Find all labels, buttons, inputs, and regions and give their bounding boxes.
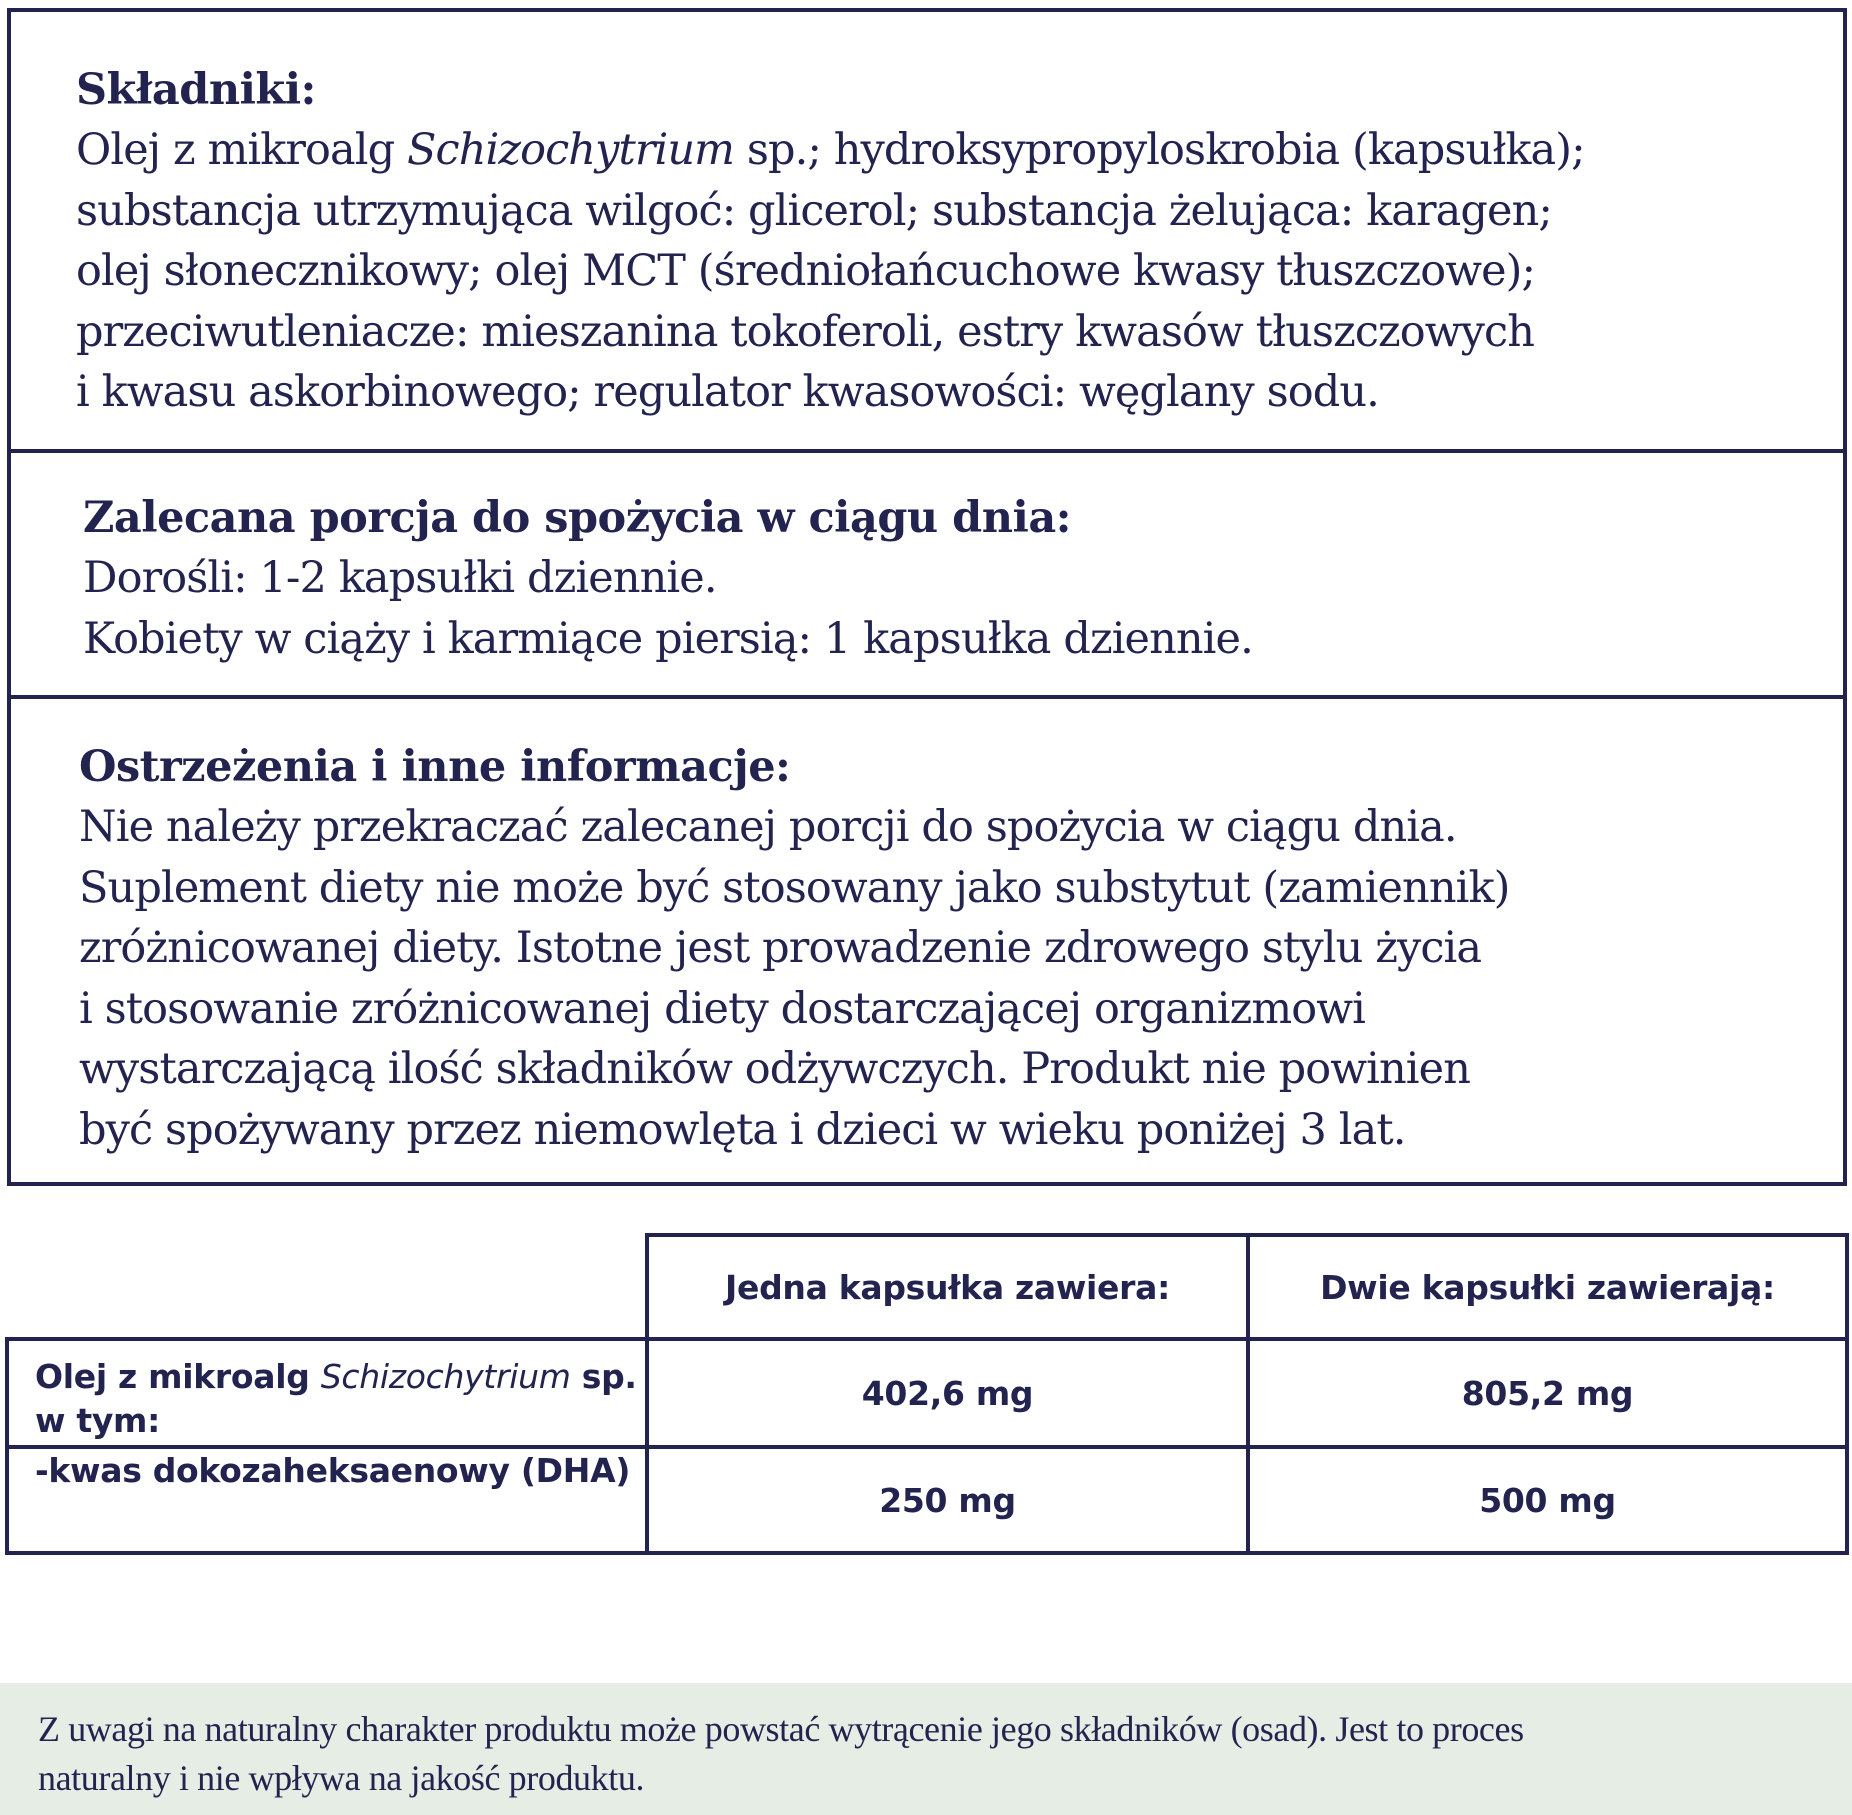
value-two-capsules: 500 mg [1248, 1447, 1847, 1553]
species-name: Schizochytrium [407, 125, 735, 175]
table-row [7, 1339, 1847, 1447]
note-line: Z uwagi na naturalny charakter produktu może powstać wytrącenie jego składników (osad). Jest to proces [38, 1709, 1524, 1749]
table-header-row [7, 1235, 1847, 1339]
warnings-line: zróżnicowanej diety. Istotne jest prowadzenie zdrowego stylu życia [79, 923, 1482, 973]
warnings-line: wystarczającą ilość składników odżywczych. Produkt nie powinien [79, 1044, 1471, 1094]
ingredients-line-1: Olej z mikroalg Schizochytrium sp.; hydroksypropyloskrobia (kapsułka); [76, 125, 1585, 175]
dosage-line: Kobiety w ciąży i karmiące piersią: 1 kapsułka dziennie. [83, 613, 1253, 664]
warnings-line: być spożywany przez niemowlęta i dzieci w wieku poniżej 3 lat. [79, 1104, 1406, 1155]
dosage-text [83, 548, 1253, 669]
ingredients-text [76, 120, 1585, 423]
nutrition-table [5, 1233, 1849, 1555]
dosage-section [11, 453, 1843, 699]
ingredients-section [11, 12, 1843, 453]
note-line: naturalny i nie wpływa na jakość produktu. [38, 1758, 645, 1798]
ingredients-heading: Składniki: [76, 65, 316, 115]
row-label-oil: Olej z mikroalg Schizochytrium sp. w tym: [7, 1339, 647, 1447]
dosage-heading: Zalecana porcja do spożycia w ciągu dnia: [83, 493, 1072, 543]
column-header-one-capsule: Jedna kapsułka zawiera: [647, 1235, 1248, 1339]
ingredients-line-4: przeciwutleniacze: mieszanina tokoferoli, estry kwasów tłuszczowych [76, 306, 1535, 357]
warnings-text [79, 797, 1510, 1160]
value-one-capsule: 402,6 mg [647, 1339, 1248, 1447]
species-name: Schizochytrium [320, 1357, 571, 1396]
value-two-capsules: 805,2 mg [1248, 1339, 1847, 1447]
value-one-capsule: 250 mg [647, 1447, 1248, 1553]
ingredients-line-3: olej słonecznikowy; olej MCT (średniołańcuchowe kwasy tłuszczowe); [76, 246, 1536, 296]
product-info-box [7, 8, 1847, 1186]
table-corner-cell [7, 1235, 647, 1339]
sediment-note [0, 1683, 1852, 1815]
dosage-line: Dorośli: 1-2 kapsułki dziennie. [83, 553, 717, 603]
warnings-line: Suplement diety nie może być stosowany jako substytut (zamiennik) [79, 862, 1510, 913]
table-row [7, 1447, 1847, 1553]
warnings-heading: Ostrzeżenia i inne informacje: [79, 742, 791, 792]
ingredients-line-5: i kwasu askorbinowego; regulator kwasowości: węglany sodu. [76, 367, 1379, 417]
column-header-two-capsules: Dwie kapsułki zawierają: [1248, 1235, 1847, 1339]
warnings-line: i stosowanie zróżnicowanej diety dostarczającej organizmowi [79, 983, 1365, 1034]
ingredients-line-2: substancja utrzymująca wilgoć: glicerol; substancja żelująca: karagen; [76, 185, 1552, 236]
warnings-line: Nie należy przekraczać zalecanej porcji do spożycia w ciągu dnia. [79, 802, 1457, 852]
warnings-section [11, 699, 1843, 1182]
row-label-dha: -kwas dokozaheksaenowy (DHA) [7, 1447, 647, 1553]
